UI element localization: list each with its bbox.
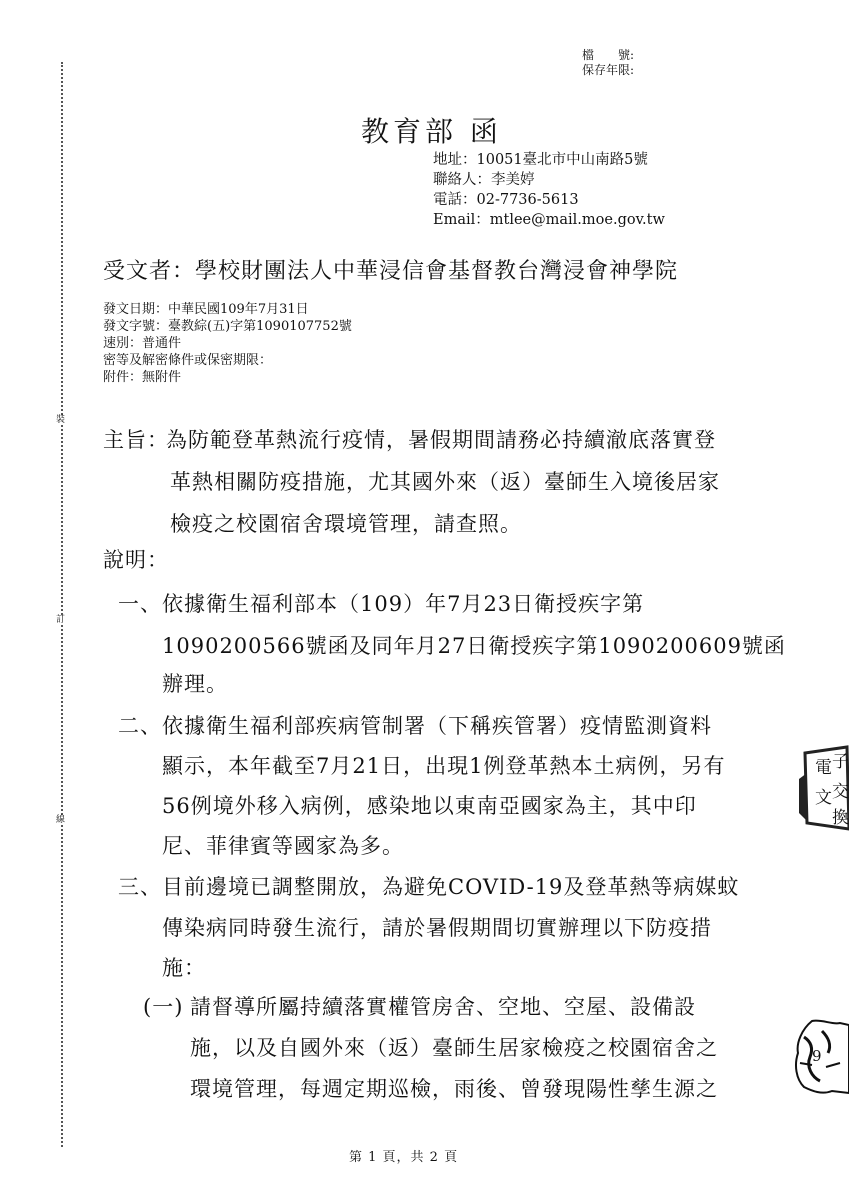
file-number-label: 檔 號: [582,48,635,62]
subject-line: 為防範登革熱流行疫情，暑假期間請務必持續澈底落實登 [166,428,716,452]
contact-block [433,150,665,230]
explanation-label: 說明： [103,548,169,572]
subject-label: 主旨： [103,428,169,452]
binding-char-ding: 訂 [56,615,66,625]
sub-item-line: 環境管理，每週定期巡檢，雨後、曾發現陽性孳生源之 [190,1077,718,1101]
document-title: 教育部 函 [361,115,502,148]
item-number: 一、 [118,592,162,616]
item-number: 二、 [118,714,162,738]
sub-item-line: 請督導所屬持續落實權管房舍、空地、空屋、設備設 [190,995,696,1019]
sub-item-number: (一) [143,995,184,1019]
item-line: 依據衛生福利部疾病管制署（下稱疾管署）疫情監測資料 [162,714,712,738]
seal-page-number: 9 [812,1047,822,1065]
secrecy: 密等及解密條件或保密期限： [103,353,273,368]
retention-label: 保存年限: [582,63,635,77]
item-line: 顯示，本年截至7月21日，出現1例登革熱本土病例，另有 [162,754,726,778]
svg-text:交: 交 [832,782,849,802]
binding-dotted-line [61,62,63,1147]
page-footer: 第 1 頁，共 2 頁 [349,1150,459,1165]
svg-text:電: 電 [815,758,832,778]
archive-info [582,48,634,78]
binding-char-zhuang: 裝 [56,415,66,425]
item-line: 56例境外移入病例，感染地以東南亞國家為主，其中印 [162,794,697,818]
subject-line: 革熱相關防疫措施，尤其國外來（返）臺師生入境後居家 [170,470,720,494]
recipient: 受文者：學校財團法人中華浸信會基督教台灣浸會神學院 [103,259,679,284]
item-line: 1090200566號函及同年月27日衛授疾字第1090200609號函 [162,634,786,658]
meta-block [103,301,352,386]
item-line: 施： [162,956,206,980]
email: Email：mtlee@mail.moe.gov.tw [433,212,665,228]
attachment: 附件：無附件 [103,370,182,385]
item-line: 依據衛生福利部本（109）年7月23日衛授疾字第 [162,592,645,616]
item-line: 尼、菲律賓等國家為多。 [162,834,404,858]
address: 地址：10051臺北市中山南路5號 [433,152,648,168]
issue-date: 發文日期：中華民國109年7月31日 [103,302,309,317]
issue-number: 發文字號：臺教綜(五)字第1090107752號 [103,319,352,334]
contact-person: 聯絡人：李美婷 [433,172,535,188]
item-number: 三、 [118,875,162,899]
sub-item-line: 施，以及自國外來（返）臺師生居家檢疫之校園宿舍之 [190,1036,718,1060]
svg-text:子: 子 [832,752,849,772]
svg-text:文: 文 [815,788,832,808]
binding-char-xian: 線 [56,815,66,825]
item-line: 傳染病同時發生流行，請於暑假期間切實辦理以下防疫措 [162,916,712,940]
subject-line: 檢疫之校園宿舍環境管理，請查照。 [170,512,522,536]
item-line: 目前邊境已調整開放，為避免COVID-19及登革熱等病媒蚊 [162,875,740,899]
phone: 電話：02-7736-5613 [433,192,579,208]
speed: 速別：普通件 [103,336,182,351]
svg-text:換: 換 [832,808,849,828]
item-line: 辦理。 [162,672,228,696]
electronic-exchange-stamp [795,743,849,833]
